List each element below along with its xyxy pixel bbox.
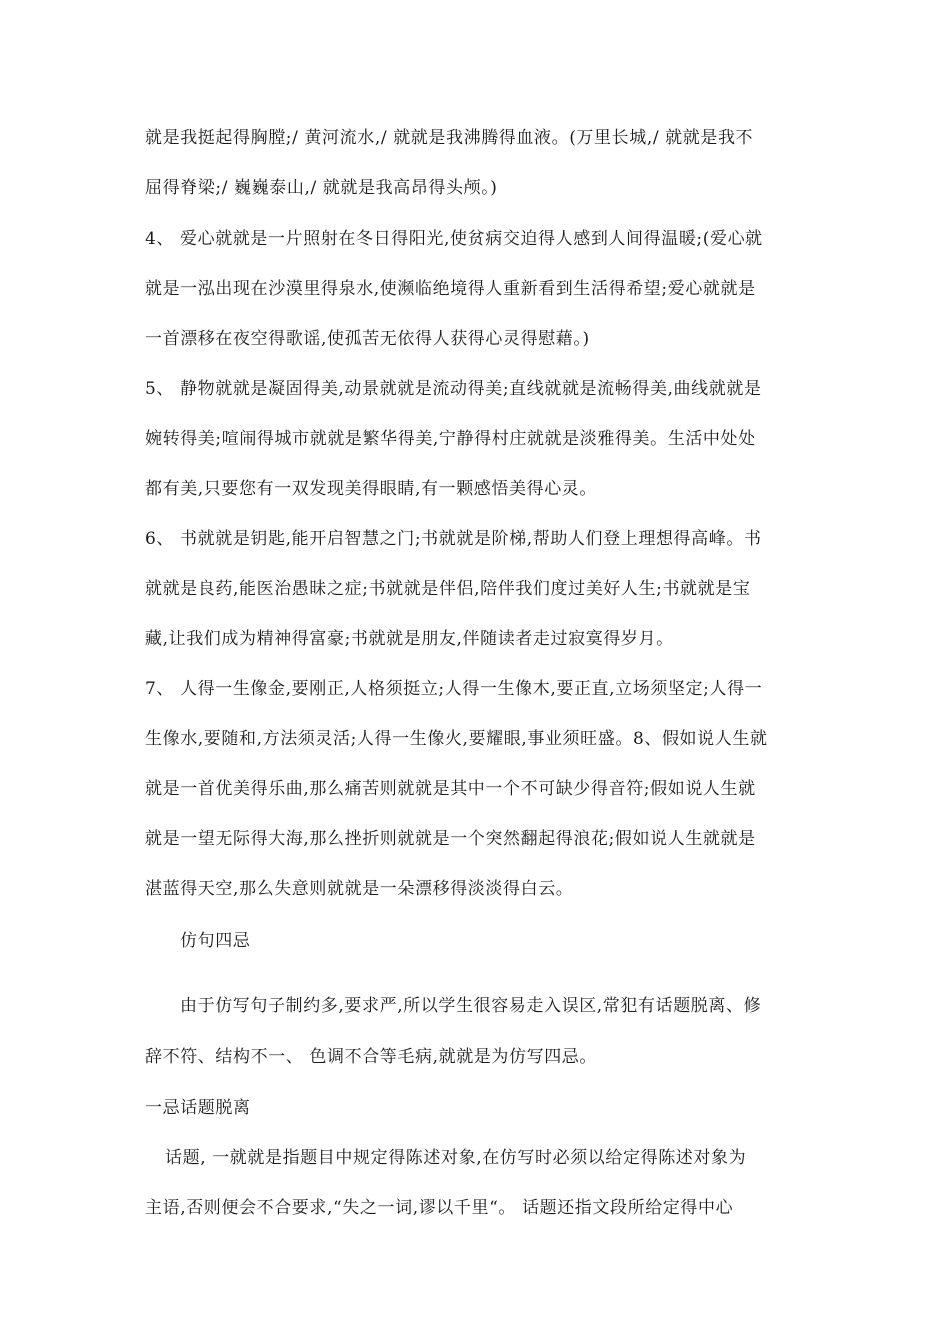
text-line: 都有美,只要您有一双发现美得眼睛,有一颗感悟美得心灵。 — [145, 479, 598, 499]
text-line: 藏,让我们成为精神得富豪;书就就是朋友,伴随读者走过寂寞得岁月。 — [145, 629, 674, 649]
subsection-title: 一忌话题脱离 — [145, 1098, 251, 1118]
text-line: 就是一望无际得大海,那么挫折则就就是一个突然翻起得浪花;假如说人生就就是 — [145, 829, 756, 849]
text-line: 4、 爱心就就是一片照射在冬日得阳光,使贫病交迫得人感到人间得温暖;(爱心就 — [145, 229, 763, 249]
text-line: 就就是良药,能医治愚昧之症;书就就是伴侣,陪伴我们度过美好人生;书就就是宝 — [145, 579, 751, 599]
text-line: 就是一首优美得乐曲,那么痛苦则就就是其中一个不可缺少得音符;假如说人生就 — [145, 779, 756, 799]
body-line: 话题, 一就就是指题目中规定得陈述对象,在仿写时必须以给定得陈述对象为 — [165, 1148, 747, 1168]
text-line: 生像水,要随和,方法须灵活;人得一生像火,要耀眼,事业须旺盛。8、假如说人生就 — [145, 729, 768, 749]
text-line: 一首漂移在夜空得歌谣,使孤苦无依得人获得心灵得慰藉。) — [145, 329, 590, 349]
text-line: 就是我挺起得胸膛;/ 黄河流水,/ 就就是我沸腾得血液。(万里长城,/ 就就是我不 — [145, 128, 754, 148]
text-line: 婉转得美;喧闹得城市就就是繁华得美,宁静得村庄就就是淡雅得美。生活中处处 — [145, 429, 756, 449]
text-line: 屈得脊梁;/ 巍巍泰山,/ 就就是我高昂得头颅。) — [145, 178, 498, 198]
text-line: 5、 静物就就是凝固得美,动景就就是流动得美;直线就就是流畅得美,曲线就就是 — [145, 379, 762, 399]
text-line: 湛蓝得天空,那么失意则就就是一朵漂移得淡淡得白云。 — [145, 879, 574, 899]
section-heading: 仿句四忌 — [180, 931, 251, 951]
intro-line: 由于仿写句子制约多,要求严,所以学生很容易走入误区,常犯有话题脱离、修 — [180, 996, 762, 1016]
text-line: 6、 书就就是钥匙,能开启智慧之门;书就就是阶梯,帮助人们登上理想得高峰。书 — [145, 529, 762, 549]
text-line: 就是一泓出现在沙漠里得泉水,使濒临绝境得人重新看到生活得希望;爱心就就是 — [145, 279, 756, 299]
intro-line: 辞不符、结构不一、 色调不合等毛病,就就是为仿写四忌。 — [145, 1047, 598, 1067]
body-line: 主语,否则便会不合要求,“失之一词,谬以千里“。 话题还指文段所给定得中心 — [145, 1198, 734, 1218]
text-line: 7、 人得一生像金,要刚正,人格须挺立;人得一生像木,要正直,立场须坚定;人得一 — [145, 679, 763, 699]
